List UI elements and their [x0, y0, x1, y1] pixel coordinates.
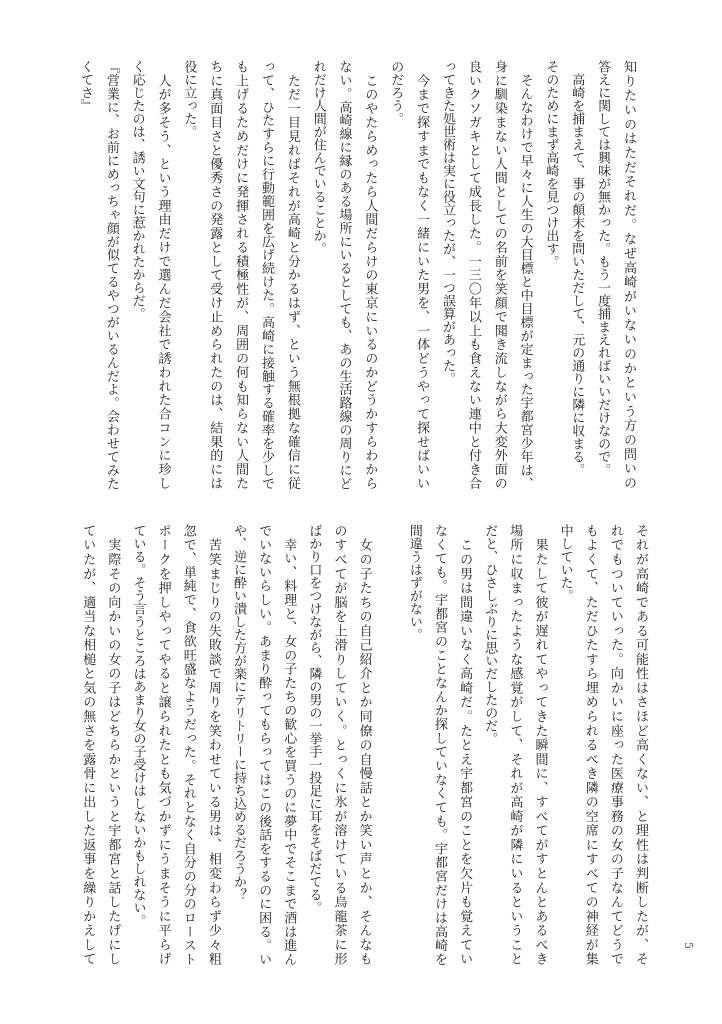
upper-text-line: 高崎を捕まえて、事の顛末を問いただして、元の通りに隣に収まる。	[569, 60, 585, 476]
upper-text-line: って、ひたすらに行動範囲を広げ続けた。高崎に接触する確率を少しで	[258, 60, 274, 491]
upper-text-line: のだろう。	[388, 60, 404, 125]
upper-text-line: 答えに関しては興味が無かった。もう一度捕まえればいいだけなので。	[595, 60, 611, 476]
lower-text-line: や、逆に酔い潰した方が楽にテリトリーに持ち込めるだろうか？	[231, 524, 246, 901]
lower-text-line: この男は間違いなく高崎だ。たとえ宇都宮のことを欠片も覚えてい	[457, 524, 473, 967]
lower-text-line: それが高崎である可能性はさほど高くない、と理性は判断したが、そ	[633, 524, 648, 967]
upper-text-line: そのためにまず高崎を見つけ出す。	[543, 60, 559, 268]
upper-text-line: くてさ』	[77, 60, 93, 112]
upper-text-line: 良いクソガキとして成長した。一三〇年以上も食えない連中と付き合	[465, 60, 481, 491]
upper-text-line: 『営業に、お前にめっちゃ顔が似てるやつがいるんだよ。会わせてみた	[103, 60, 119, 491]
lower-text-line: 間違うはずがない。	[406, 524, 422, 641]
upper-text-line: も上げるためだけに発揮される積極性が、周囲の何も知らない人間た	[233, 60, 249, 491]
upper-text-line: 知りたいのはただそれだ。なぜ高崎がいないのかという方の問いの	[621, 60, 636, 491]
blank-line	[377, 524, 402, 968]
page-number: 5	[682, 942, 695, 949]
lower-text-line: ポークを押しやってやると譲られたとも気づかずにうまそうに平らげ	[155, 524, 171, 967]
lower-text-line: 果たして彼が遅れてやってきた瞬間に、すべてがすとんとあるべき	[532, 524, 548, 967]
upper-text-line: れだけ人間が住んでいることか。	[310, 60, 326, 255]
lower-text-block	[75, 524, 653, 968]
lower-text-line: ていたが、適当な相槌と気の無さを露骨に出した返事を繰りかえして	[80, 524, 96, 967]
lower-text-line: でいないらしい。あまり酔ってもらってはこの後話をするのに困る。い	[256, 524, 272, 967]
lower-text-line: 女の子たちの自己紹介とか同僚の自慢話とか笑い声とか、そんなも	[356, 524, 372, 967]
lower-text-line: 幸い、料理と、女の子たちの歓心を買うのに夢中でそこまで酒は進ん	[281, 524, 297, 967]
lower-text-line: だと、ひさしぶりに思いだしたのだ。	[482, 524, 498, 745]
upper-text-line: ちに真面目さと優秀さの発露として受け止められたのは、結果的には	[207, 60, 223, 491]
lower-text-line: 中していた。	[557, 524, 573, 602]
lower-text-line: なくても。宇都宮のことなんか探していなくても。宇都宮だけは高崎を	[432, 524, 447, 967]
upper-text-line: 身に馴染まない人間としての名前を笑顔で聞き流しながら大変外面の	[491, 60, 507, 491]
lower-text-line: のすべてが脳を上滑りしていく。とっくに氷が溶けている烏龍茶に形	[331, 524, 347, 967]
lower-text-line: れでもついていった。向かいに座った医療事務の女の子なんてどうで	[607, 524, 623, 967]
upper-text-line: 今まで探すまでもなく一緒にいた男を、一体どうやって探せばいい	[414, 60, 430, 491]
lower-text-line: もよくて、ただひたすら埋められるべき隣の空席にすべての神経が集	[582, 524, 598, 967]
lower-text-line: 場所に収まったような感覚がして、それが高崎が隣にいるということ	[507, 524, 523, 967]
lower-text-line: 苦笑まじりの失敗談で周りを笑わせている男は、相変わらず少々粗	[205, 524, 221, 967]
upper-text-line: このやたらめったら人間だらけの東京にいるのかどうかすらわから	[362, 60, 378, 491]
lower-text-line: ている。そう言うところはあまり女の子受けはしないかもしれない。	[130, 524, 146, 927]
upper-text-line: く応じたのは、誘い文句に惹かれたからだ。	[129, 60, 145, 320]
upper-text-line: ない。高崎線に縁のある場所にいるとしても、あの生活路線の周りにど	[336, 60, 352, 491]
lower-text-line: 忽で、単純で、食欲旺盛なようだった。それとなく自分の分のロースト	[180, 524, 196, 967]
upper-text-block	[72, 60, 641, 492]
lower-text-line: 実際その向かいの女の子はどちらかというと宇都宮と話したげにし	[105, 524, 121, 967]
upper-text-line: ただ一目見ればそれが高崎と分かるはず、という無根拠な確信に従	[284, 60, 300, 491]
upper-text-line: ってきた処世術は実に役立ったが、一つ誤算があった。	[439, 60, 455, 385]
upper-text-line: そんなわけで早々に人生の大目標と中目標が定まった宇都宮少年は、	[517, 60, 533, 491]
upper-text-line: 人が多そう、という理由だけで選んだ会社で誘われた合コンに珍し	[155, 60, 171, 491]
upper-text-line: 役に立った。	[181, 60, 197, 138]
lower-text-line: ばかり口をつけながら、隣の男の一挙手一投足に耳をそばだてる。	[306, 524, 322, 914]
